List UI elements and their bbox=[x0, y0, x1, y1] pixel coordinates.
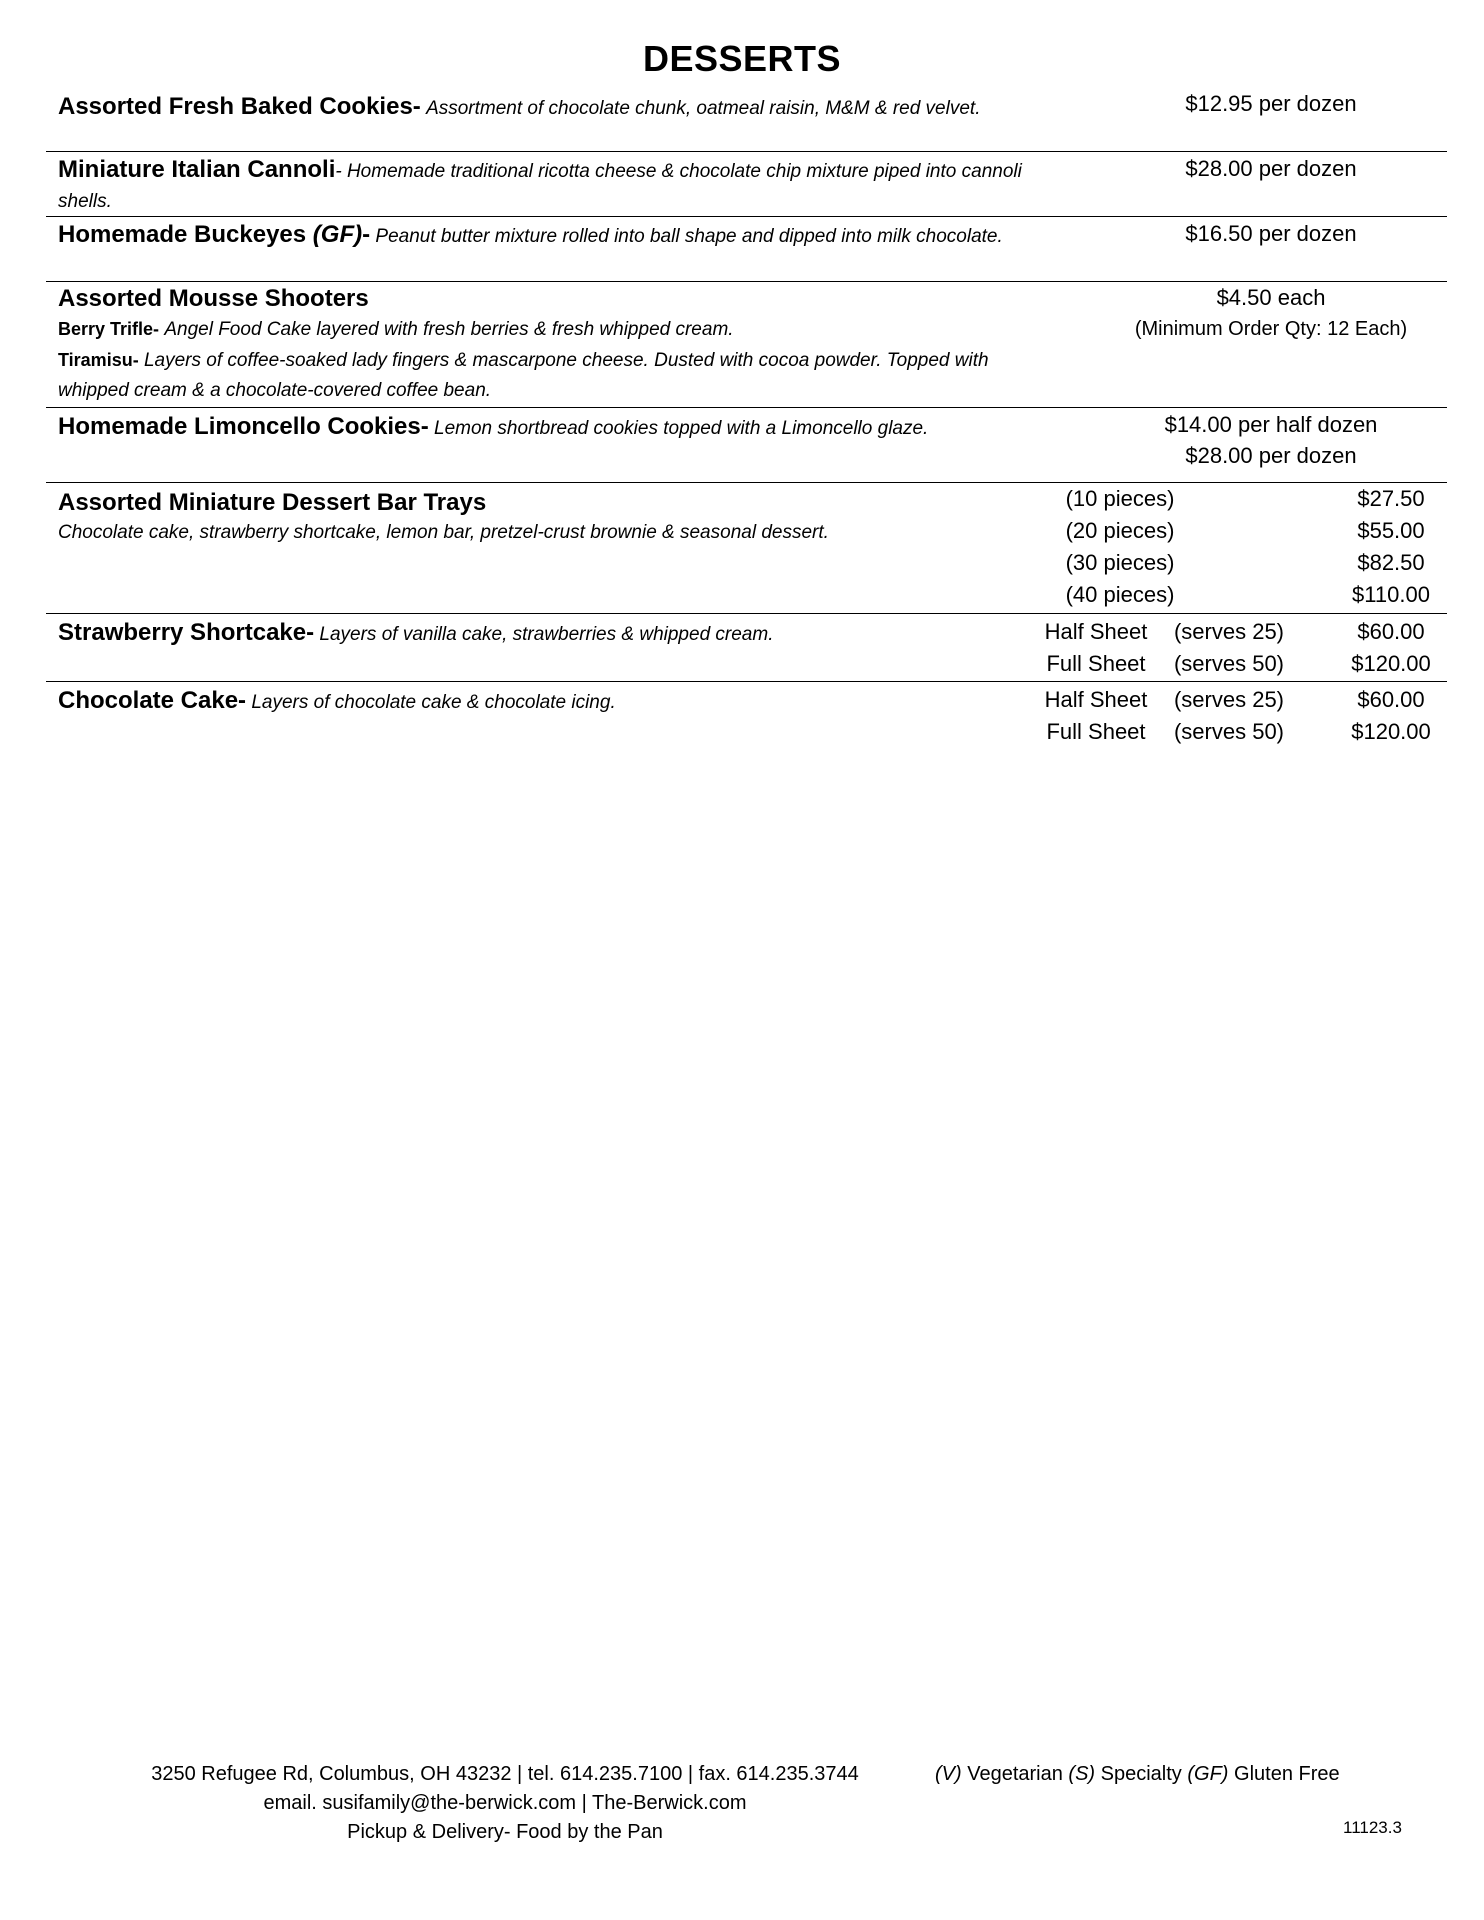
item-description: Layers of vanilla cake, strawberries & whipped cream. bbox=[319, 624, 774, 645]
sheet-price: $60.00 bbox=[1357, 687, 1425, 712]
sheet-size: Half Sheet bbox=[1044, 619, 1148, 644]
page-title: DESSERTS bbox=[642, 38, 842, 79]
sheet-size: Full Sheet bbox=[1046, 719, 1146, 744]
tier-size: (20 pieces) bbox=[1065, 518, 1175, 543]
item-price: $4.50 each bbox=[1216, 285, 1326, 310]
legend-code-gf: (GF) bbox=[1187, 1763, 1229, 1785]
sheet-price: $60.00 bbox=[1357, 619, 1425, 644]
item-price-dozen: $28.00 per dozen bbox=[1185, 443, 1357, 468]
item-name: Strawberry Shortcake- bbox=[58, 619, 315, 646]
sheet-size: Full Sheet bbox=[1046, 651, 1146, 676]
legend-label-v: Vegetarian bbox=[961, 1763, 1069, 1785]
item-name: Assorted Miniature Dessert Bar Trays bbox=[58, 489, 487, 516]
footer-email-website: email. susifamily@the-berwick.com | The-Berwick.com bbox=[263, 1792, 747, 1814]
legend-label-gf: Gluten Free bbox=[1228, 1763, 1340, 1785]
tier-price: $55.00 bbox=[1357, 518, 1425, 543]
legend-code-v: (V) bbox=[935, 1763, 962, 1785]
item-name: Chocolate Cake- bbox=[58, 687, 247, 714]
item-description: - Homemade traditional ricotta cheese & chocolate chip mixture piped into cannoli shells. bbox=[58, 161, 1022, 212]
tier-price: $82.50 bbox=[1357, 550, 1425, 575]
item-price: $12.95 per dozen bbox=[1185, 91, 1357, 116]
menu-item-limoncello-cookies bbox=[46, 408, 1447, 483]
tier-size: (40 pieces) bbox=[1065, 582, 1175, 607]
footer-contact bbox=[90, 1760, 920, 1847]
sheet-price: $120.00 bbox=[1351, 719, 1431, 744]
item-description: Peanut butter mixture rolled into ball shape and dipped into milk chocolate. bbox=[375, 226, 1003, 247]
tier-size: (30 pieces) bbox=[1065, 550, 1175, 575]
sheet-serves: (serves 50) bbox=[1173, 719, 1285, 744]
item-description: Layers of chocolate cake & chocolate icing. bbox=[251, 692, 616, 713]
dietary-legend bbox=[935, 1760, 1340, 1789]
item-name: Miniature Italian Cannoli bbox=[58, 156, 336, 183]
document-code: 11123.3 bbox=[1343, 1818, 1402, 1837]
legend-code-s: (S) bbox=[1068, 1763, 1096, 1785]
legend-label-s: Specialty bbox=[1095, 1763, 1188, 1785]
menu-item-chocolate-cake bbox=[46, 682, 1447, 752]
menu-item-cookies bbox=[46, 92, 1447, 152]
item-description: Chocolate cake, strawberry shortcake, lemon bar, pretzel-crust brownie & seasonal dessert. bbox=[58, 522, 829, 543]
sheet-serves: (serves 25) bbox=[1173, 619, 1285, 644]
menu-item-cannoli bbox=[46, 152, 1447, 217]
item-name: Homemade Limoncello Cookies- bbox=[58, 413, 429, 440]
gf-tag: (GF) bbox=[312, 221, 363, 248]
subitem-label: Tiramisu- bbox=[58, 350, 139, 370]
item-name: Homemade Buckeyes (GF)- bbox=[58, 221, 371, 248]
footer-service: Pickup & Delivery- Food by the Pan bbox=[347, 1821, 663, 1843]
menu-item-strawberry-shortcake bbox=[46, 614, 1447, 682]
tier-price: $110.00 bbox=[1352, 582, 1430, 607]
footer-address: 3250 Refugee Rd, Columbus, OH 43232 | tel. 614.235.7100 | fax. 614.235.3744 bbox=[151, 1763, 859, 1785]
sheet-price: $120.00 bbox=[1351, 651, 1431, 676]
menu-item-buckeyes bbox=[46, 217, 1447, 282]
subitem-description: Layers of coffee-soaked lady fingers & mascarpone cheese. Dusted with cocoa powder. Topped with whipped cream & a chocolate-covered coffee bean. bbox=[58, 350, 989, 401]
item-description: Lemon shortbread cookies topped with a Limoncello glaze. bbox=[434, 418, 929, 439]
minimum-order-note: (Minimum Order Qty: 12 Each) bbox=[1134, 318, 1408, 340]
menu-item-dessert-bar-trays bbox=[46, 483, 1447, 614]
subitem-description: Angel Food Cake layered with fresh berries & fresh whipped cream. bbox=[164, 319, 734, 340]
subitem-label: Berry Trifle- bbox=[58, 319, 160, 339]
item-price: $16.50 per dozen bbox=[1185, 221, 1357, 246]
item-price: $28.00 per dozen bbox=[1185, 156, 1357, 181]
sheet-serves: (serves 25) bbox=[1173, 687, 1285, 712]
tier-price: $27.50 bbox=[1357, 486, 1425, 511]
item-price-half-dozen: $14.00 per half dozen bbox=[1164, 412, 1378, 437]
subitem-tiramisu bbox=[58, 345, 1048, 406]
item-name: Assorted Fresh Baked Cookies- bbox=[58, 93, 421, 120]
item-name: Assorted Mousse Shooters bbox=[58, 285, 369, 312]
menu-item-mousse-shooters bbox=[46, 282, 1447, 408]
item-description: Assortment of chocolate chunk, oatmeal raisin, M&M & red velvet. bbox=[426, 98, 981, 119]
sheet-size: Half Sheet bbox=[1044, 687, 1148, 712]
subitem-berry-trifle bbox=[58, 314, 1048, 345]
sheet-serves: (serves 50) bbox=[1173, 651, 1285, 676]
tier-size: (10 pieces) bbox=[1065, 486, 1175, 511]
